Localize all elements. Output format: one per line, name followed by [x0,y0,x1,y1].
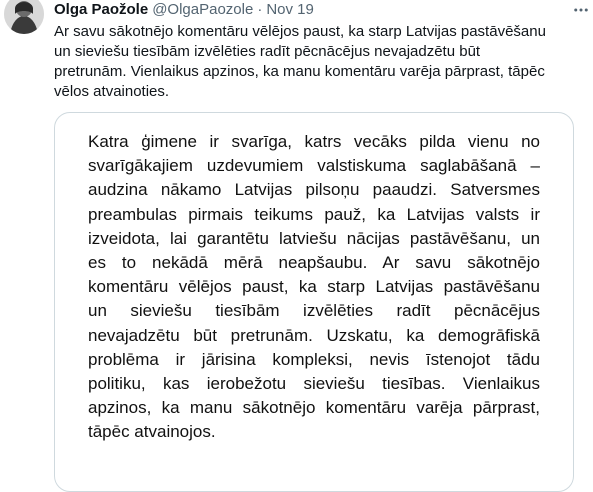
statement-line: un sieviešu tiesībām izvēlēties radīt pēcnācējus [88,301,540,321]
tweet-text-line: un sieviešu tiesībām izvēlēties radīt pēcnācējus nevajadzētu būt [54,43,481,60]
statement-line: audzina nākamo Latvijas pilsoņu paaudzi. Satversmes [88,180,540,200]
tweet-date[interactable]: Nov 19 [266,1,314,18]
display-name[interactable]: Olga Paožole [54,1,149,18]
avatar-image [4,0,44,34]
separator-dot: · [257,1,263,18]
more-horizontal-icon[interactable] [571,0,591,20]
statement-line: svarīgākajiem uzdevumiem valstiskuma saglabāšanā – [88,156,540,176]
statement-line: izveidota, lai garantētu latviešu nācijas pastāvēšanu, un [88,228,540,248]
statement-line: politiku, kas ierobežotu sieviešu tiesības. Vienlaikus [88,373,540,393]
user-handle[interactable]: @OlgaPaozole [152,1,254,18]
tweet-header [54,0,314,20]
statement-text [88,130,540,444]
statement-line: apzinos, ka manu sākotnējo komentāru varēja pārprast, [88,398,540,418]
statement-line: tāpēc atvainojos. [88,422,216,442]
tweet-text-line: pretrunām. Vienlaikus apzinos, ka manu komentāru varēja pārprast, tāpēc [54,63,545,80]
statement-line: problēma ir jārisina kompleksi, nevis īstenojot tādu [88,349,540,369]
statement-line: es to nekādā mērā neapšaubu. Ar savu sākotnējo [88,252,540,272]
statement-image-card[interactable] [54,112,574,492]
statement-line: preambulas pirmais teikums pauž, ka Latvijas valsts ir [88,204,540,224]
tweet-text-line: Ar savu sākotnējo komentāru vēlējos paust, ka starp Latvijas pastāvēšanu [54,23,546,40]
statement-line: nevajadzētu būt pretrunām. Uzskatu, ka demogrāfiskā [88,325,540,345]
avatar[interactable] [4,0,44,34]
statement-line: Katra ģimene ir svarīga, katrs vecāks pilda vienu no [88,132,540,151]
tweet-text-line: vēlos atvainoties. [54,83,170,100]
statement-line: komentāru vēlējos paust, ka starp Latvijas pastāvēšanu [88,277,540,297]
tweet-text [54,22,584,102]
